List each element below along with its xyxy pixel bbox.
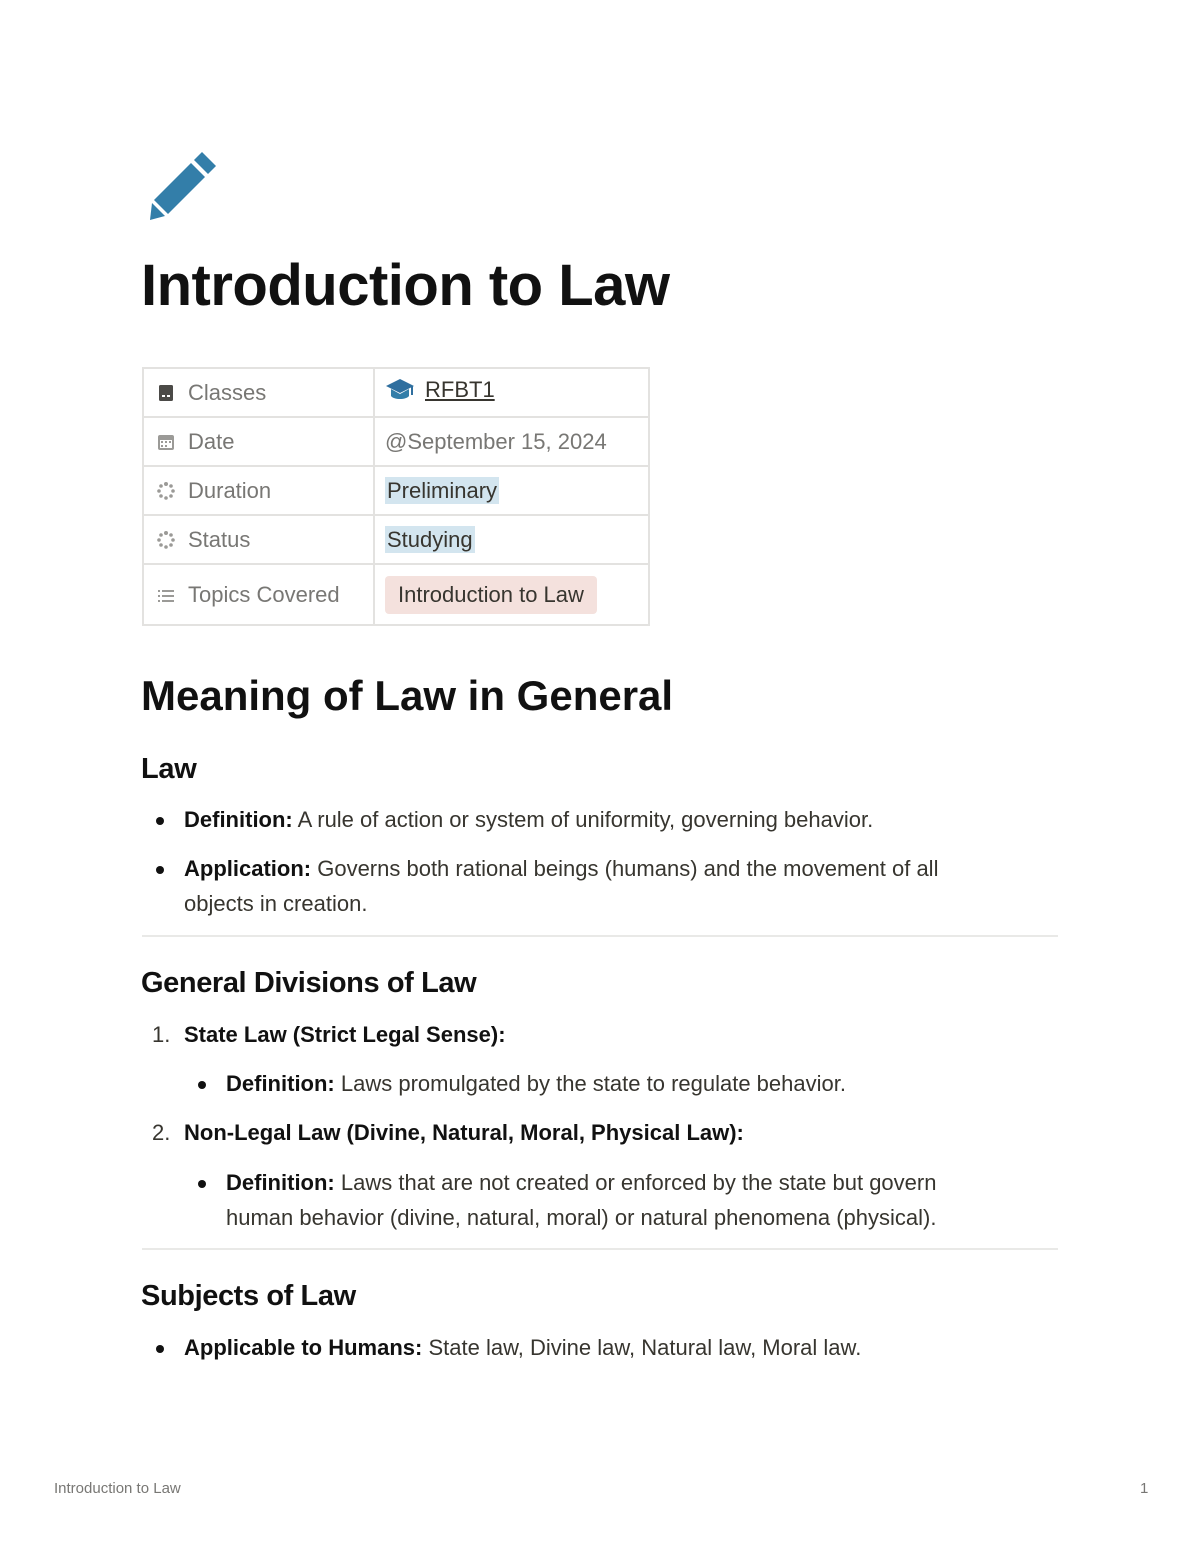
item-label: Non-Legal Law (Divine, Natural, Moral, Physical Law): [184,1120,744,1145]
date-value[interactable]: @September 15, 2024 [385,428,607,454]
item-text: Laws promulgated by the state to regulate behavior. [334,1071,846,1096]
class-relation-link[interactable] [385,377,495,403]
item-text: Governs both rational beings (humans) and the movement of all [311,856,939,881]
status-spinner-icon [156,530,176,550]
page-title: Introduction to Law [141,253,670,318]
property-row-classes [143,368,649,417]
divider [142,1248,1058,1250]
subheading-divisions: General Divisions of Law [141,967,477,999]
property-row-duration [143,466,649,515]
numbered-item [184,1115,744,1150]
list-icon [156,585,176,605]
graduation-cap-icon [385,377,415,403]
class-relation-label: RFBT1 [425,376,495,402]
property-row-topics [143,564,649,625]
property-row-date [143,417,649,466]
item-label: Definition: [226,1170,335,1195]
item-text: State law, Divine law, Natural law, Moral law. [422,1335,862,1360]
list-item [184,1330,861,1365]
bullet-dot [198,1081,206,1089]
property-name-status: Status [188,526,251,552]
sub-list-item-continuation: human behavior (divine, natural, moral) or natural phenomena (physical). [226,1205,937,1230]
properties-table [142,367,650,626]
bullet-dot [198,1180,206,1188]
item-text: Laws that are not created or enforced by the state but govern [334,1170,937,1195]
list-item [184,851,938,886]
status-value[interactable]: Studying [387,526,473,552]
topic-tag[interactable]: Introduction to Law [385,576,597,614]
item-label: Definition: [184,807,293,832]
book-icon [156,383,176,403]
pencil-icon [146,148,220,222]
property-name-duration: Duration [188,477,272,503]
numbered-item [184,1017,506,1052]
list-number: 1. [152,1022,171,1047]
status-spinner-icon [156,481,176,501]
calendar-icon [156,432,176,452]
item-label: Applicable to Humans: [184,1335,423,1360]
sub-list-item [226,1165,936,1200]
item-text: A rule of action or system of uniformity, governing behavior. [292,807,874,832]
item-label: Application: [184,856,312,881]
property-name-classes: Classes [188,379,267,405]
subheading-law: Law [141,753,197,785]
property-name-date: Date [188,428,235,454]
divider [142,935,1058,937]
footer-title: Introduction to Law [54,1480,181,1497]
footer-page-number: 1 [1140,1480,1149,1497]
sub-list-item [226,1066,846,1101]
property-name-topics: Topics Covered [188,581,340,607]
section-heading-meaning: Meaning of Law in General [141,672,674,719]
list-number: 2. [152,1120,171,1145]
list-item [184,802,873,837]
list-item-continuation: objects in creation. [184,891,368,916]
bullet-dot [156,866,164,874]
property-row-status [143,515,649,564]
bullet-dot [156,1345,164,1353]
item-label: Definition: [226,1071,335,1096]
subheading-subjects: Subjects of Law [141,1280,356,1312]
item-label: State Law (Strict Legal Sense): [184,1022,506,1047]
bullet-dot [156,817,164,825]
duration-value[interactable]: Preliminary [387,477,498,503]
